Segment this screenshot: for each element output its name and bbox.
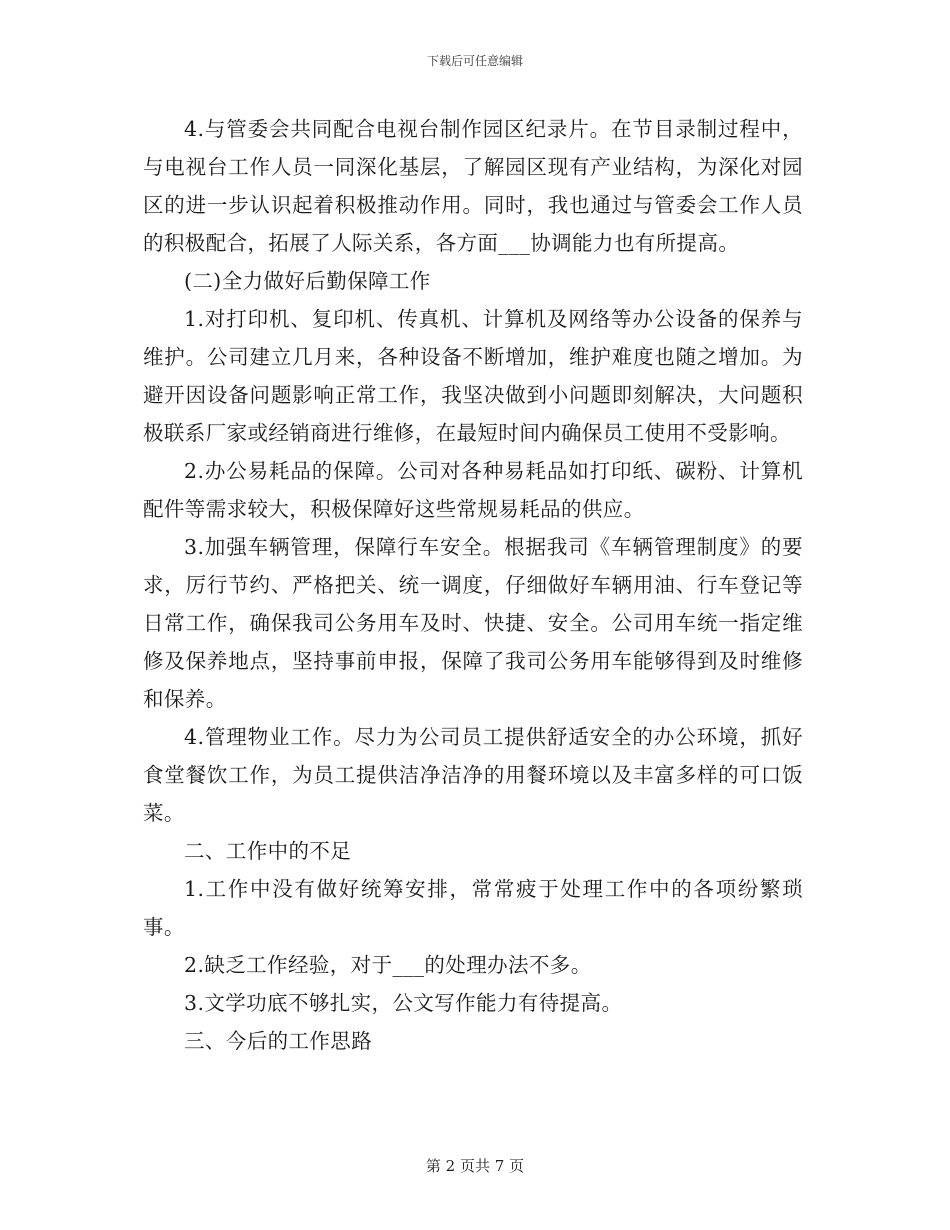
paragraph-equipment-maintenance: 1.对打印机、复印机、传真机、计算机及网络等办公设备的保养与维护。公司建立几月来，各种设备不断增加，维护难度也随之增加。为避开因设备问题影响正常工作，我坚决做到小问题即刻解决，大问题积极联系厂家或经销商进行维修，在最短时间内确保员工使用不受影响。 <box>143 307 803 445</box>
paragraph-vehicle-management: 3.加强车辆管理，保障行车安全。根据我司《车辆管理制度》的要求，厉行节约、严格把关、统一调度，仔细做好车辆用油、行车登记等日常工作，确保我司公务用车及时、快捷、安全。公司用车统一指定维修及保养地点，坚持事前申报，保障了我司公务用车能够得到及时维修和保养。 <box>143 535 803 711</box>
paragraph-shortcoming-1: 1.工作中没有做好统筹安排，常常疲于处理工作中的各项纷繁琐事。 <box>143 877 803 939</box>
paragraph-shortcoming-2: 2.缺乏工作经验，对于___的处理办法不多。 <box>184 953 592 977</box>
section-heading-shortcomings: 二、工作中的不足 <box>184 839 352 863</box>
page-header-note: 下载后可任意编辑 <box>426 54 523 68</box>
document-body <box>143 110 803 1060</box>
page-number: 第 2 页共 7 页 <box>425 1157 525 1175</box>
section-heading-logistics: (二)全力做好后勤保障工作 <box>184 269 431 293</box>
paragraph-4-documentary: 4.与管委会共同配合电视台制作园区纪录片。在节目录制过程中，与电视台工作人员一同深化基层，了解园区现有产业结构，为深化对园区的进一步认识起着积极推动作用。同时，我也通过与管委会工作人员的积极配合，拓展了人际关系，各方面___协调能力也有所提高。 <box>143 117 803 255</box>
section-heading-future-plans: 三、今后的工作思路 <box>184 1029 373 1053</box>
paragraph-shortcoming-3: 3.文学功底不够扎实，公文写作能力有待提高。 <box>184 991 623 1015</box>
paragraph-consumables: 2.办公易耗品的保障。公司对各种易耗品如打印纸、碳粉、计算机配件等需求较大，积极保障好这些常规易耗品的供应。 <box>143 459 803 521</box>
paragraph-property-management: 4.管理物业工作。尽力为公司员工提供舒适安全的办公环境，抓好食堂餐饮工作，为员工提供洁净洁净的用餐环境以及丰富多样的可口饭菜。 <box>143 725 803 825</box>
